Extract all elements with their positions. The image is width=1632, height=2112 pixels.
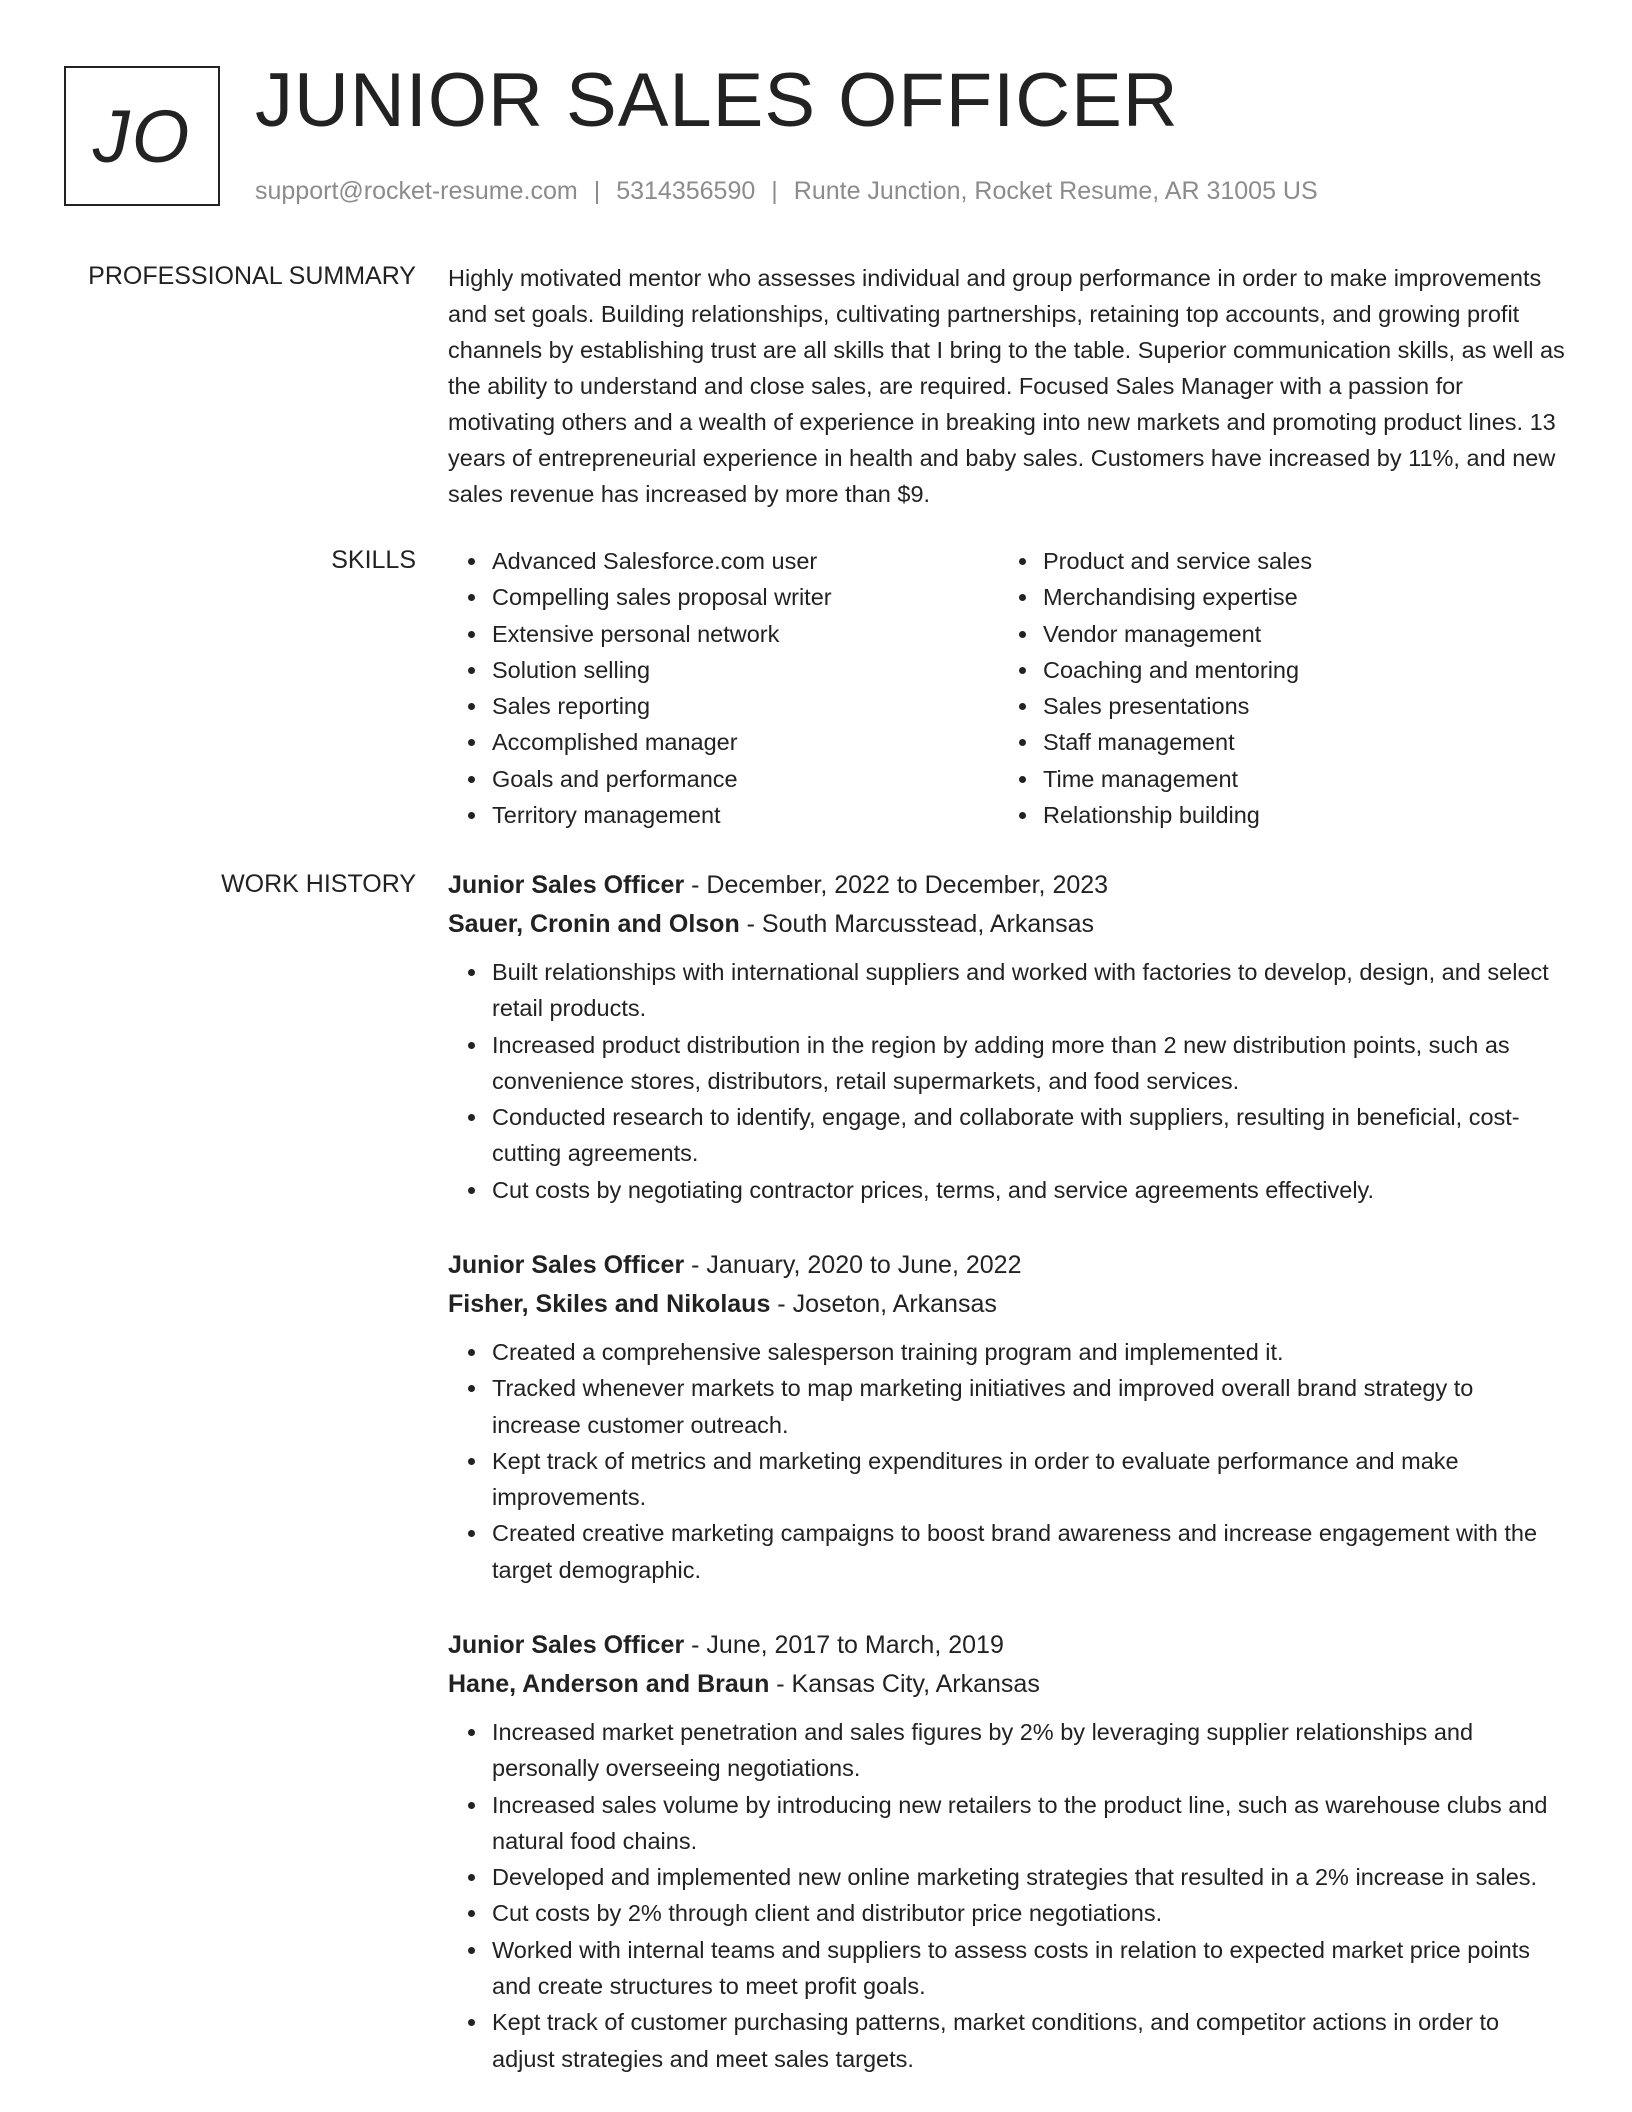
job-company-line (448, 1665, 1566, 1704)
summary-text: Highly motivated mentor who assesses individual and group performance in order to make improvements and set goals. Building relationships, cultivating partnerships, retaining top accounts, and growing profit channels by establishing trust are all skills that I bring to the table. Superior communication skills, as well as the ability to understand and close sales, are required. Focused Sales Manager with a passion for motivating others and a wealth of experience in breaking into new markets and promoting product lines. 13 years of entrepreneurial experience in health and baby sales. Customers have increased by 11%, and new sales revenue has increased by more than $9. (448, 265, 1565, 507)
job-bullet: Increased sales volume by introducing new retailers to the product line, such as warehouse clubs and natural food chains. (492, 1787, 1566, 1860)
skills-list-right (999, 543, 1563, 833)
contact-email: support@rocket-resume.com (255, 177, 578, 205)
section-title-summary: PROFESSIONAL SUMMARY (88, 262, 416, 290)
job-bullet: Increased market penetration and sales figures by 2% by leveraging supplier relationships and personally overseeing negotiations. (492, 1714, 1566, 1787)
job-bullet: Conducted research to identify, engage, and collaborate with suppliers, resulting in beneficial, cost-cutting agreements. (492, 1099, 1566, 1172)
skill-item: Accomplished manager (492, 724, 1012, 760)
job-bullet: Created a comprehensive salesperson training program and implemented it. (492, 1334, 1566, 1370)
job-role: Junior Sales Officer (448, 1251, 685, 1279)
job-bullet: Kept track of customer purchasing patterns, market conditions, and competitor actions in order to adjust strategies and meet sales targets. (492, 2004, 1566, 2077)
job-bullets (448, 954, 1566, 1208)
skill-item: Goals and performance (492, 761, 1012, 797)
contact-address: Runte Junction, Rocket Resume, AR 31005 US (793, 177, 1318, 205)
skill-item: Territory management (492, 797, 1012, 833)
job-entry (448, 1626, 1566, 2077)
job-location: - Joseton, Arkansas (770, 1290, 997, 1318)
job-entry (448, 1246, 1566, 1588)
job-company: Hane, Anderson and Braun (448, 1670, 770, 1698)
skill-item: Vendor management (1043, 616, 1563, 652)
section-title-skills: SKILLS (331, 546, 416, 574)
job-bullet: Cut costs by 2% through client and distributor price negotiations. (492, 1895, 1566, 1931)
job-company: Fisher, Skiles and Nikolaus (448, 1290, 771, 1318)
skill-item: Compelling sales proposal writer (492, 579, 1012, 615)
job-company: Sauer, Cronin and Olson (448, 910, 740, 938)
job-dates: - December, 2022 to December, 2023 (684, 871, 1109, 899)
skill-item: Extensive personal network (492, 616, 1012, 652)
job-bullet: Created creative marketing campaigns to boost brand awareness and increase engagement with the target demographic. (492, 1515, 1566, 1588)
job-bullet: Increased product distribution in the region by adding more than 2 new distribution points, such as convenience stores, distributors, retail supermarkets, and food services. (492, 1027, 1566, 1100)
skills-list-left (448, 543, 1012, 833)
skill-item: Sales reporting (492, 688, 1012, 724)
contact-separator: | (593, 177, 601, 205)
job-title-line (448, 1626, 1566, 1665)
skill-item: Staff management (1043, 724, 1563, 760)
job-bullets (448, 1334, 1566, 1588)
job-entry (448, 866, 1566, 1208)
job-bullet: Built relationships with international suppliers and worked with factories to develop, design, and select retail products. (492, 954, 1566, 1027)
job-dates: - June, 2017 to March, 2019 (684, 1631, 1004, 1659)
job-location: - Kansas City, Arkansas (769, 1670, 1040, 1698)
skill-item: Coaching and mentoring (1043, 652, 1563, 688)
job-bullets (448, 1714, 1566, 2077)
contact-line (255, 174, 1318, 208)
job-dates: - January, 2020 to June, 2022 (684, 1251, 1022, 1279)
monogram-badge: JO (64, 66, 220, 206)
skill-item: Solution selling (492, 652, 1012, 688)
job-bullet: Kept track of metrics and marketing expenditures in order to evaluate performance and make improvements. (492, 1443, 1566, 1516)
contact-separator: | (771, 177, 778, 205)
job-bullet: Tracked whenever markets to map marketing initiatives and improved overall brand strategy to increase customer outreach. (492, 1370, 1566, 1443)
skill-item: Merchandising expertise (1043, 579, 1563, 615)
job-company-line (448, 905, 1566, 944)
job-title-line (448, 1246, 1566, 1285)
job-location: - South Marcusstead, Arkansas (739, 910, 1095, 938)
skill-item: Relationship building (1043, 797, 1563, 833)
job-bullet: Worked with internal teams and suppliers to assess costs in relation to expected market price points and create structures to meet profit goals. (492, 1932, 1566, 2005)
job-bullet: Developed and implemented new online marketing strategies that resulted in a 2% increase in sales. (492, 1859, 1566, 1895)
job-company-line (448, 1285, 1566, 1324)
skill-item: Sales presentations (1043, 688, 1563, 724)
job-role: Junior Sales Officer (448, 871, 685, 899)
skill-item: Product and service sales (1043, 543, 1563, 579)
job-bullet: Cut costs by negotiating contractor prices, terms, and service agreements effectively. (492, 1172, 1566, 1208)
contact-phone: 5314356590 (616, 177, 756, 205)
job-title-line (448, 866, 1566, 905)
skill-item: Time management (1043, 761, 1563, 797)
section-title-work-history: WORK HISTORY (221, 870, 416, 898)
resume-title: JUNIOR SALES OFFICER (255, 58, 1179, 143)
job-role: Junior Sales Officer (448, 1631, 685, 1659)
skill-item: Advanced Salesforce.com user (492, 543, 1012, 579)
